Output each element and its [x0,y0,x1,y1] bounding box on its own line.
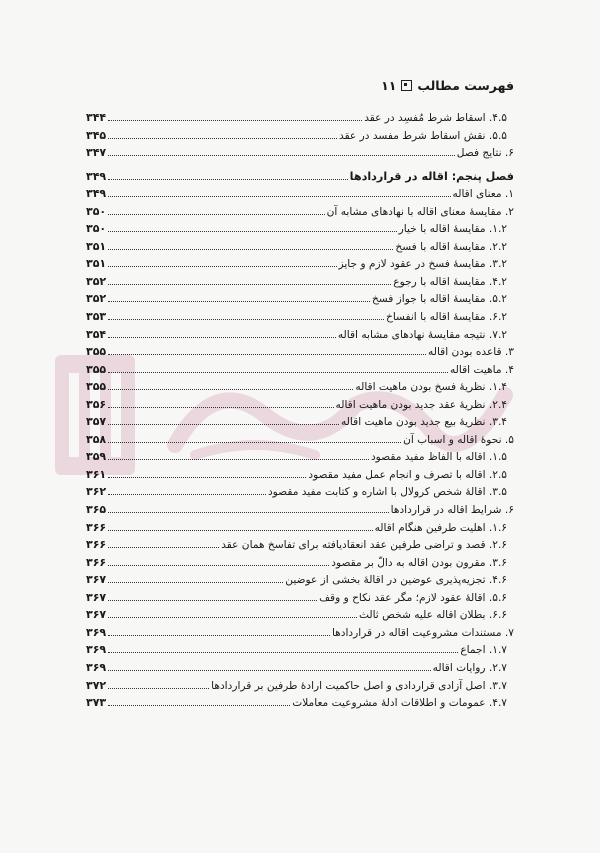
dot-leader [108,284,391,285]
toc-entry [86,202,514,220]
toc-entry-title: ۵.۶. اقالهٔ عقود لازم؛ مگر عقد نکاح و وقف [319,591,507,604]
toc-entry-page: ۳۴۹ [86,187,107,201]
toc-entry [86,482,514,500]
dot-leader [108,389,353,390]
dot-leader [108,442,401,443]
toc-entry-title: ۲.۵. اقاله با تصرف و انجام عمل مفید مقصود [308,468,507,481]
dot-leader [108,652,458,653]
toc-entry-page: ۳۶۶ [86,538,107,552]
toc-entry-page: ۳۷۳ [86,696,107,710]
toc-entry [86,325,514,343]
toc-entry [86,640,514,658]
toc-entry-page: ۳۵۲ [86,292,107,306]
toc-entry-page: ۳۴۴ [86,111,107,124]
toc-entry-title: ۲.۷. روایات اقاله [432,661,507,674]
toc-entry [86,219,514,237]
toc-entry [86,623,514,641]
toc-entry-page: ۳۶۹ [86,643,107,657]
dot-leader [108,600,317,601]
toc-entry-page: ۳۵۲ [86,274,107,288]
toc-entry-page: ۳۵۷ [86,415,107,429]
toc-entry [86,535,514,553]
dot-leader [108,120,362,121]
toc-entry-title: ۶.۶. بطلان اقاله علیه شخص ثالث [358,609,507,622]
dot-leader [108,477,306,478]
toc-entry-page: ۳۵۶ [86,397,107,411]
toc-entry [86,553,514,571]
dot-leader [108,688,209,689]
toc-chapter-heading [86,167,514,185]
header-page-number: ۱۱ [381,78,397,93]
dot-leader [108,196,450,197]
toc-entry-title: ۱.۲. مقایسهٔ اقاله با خیار [398,223,507,236]
toc-entry-title: ۳.۵. اقالهٔ شخص کرولال با اشاره و کتابت مفید مقصود [267,486,507,499]
toc-entry [86,289,514,307]
toc-entry [86,307,514,325]
toc-entry-title: ۷. مستندات مشروعیت اقاله در قراردادها [331,626,514,639]
toc-entry [86,377,514,395]
table-of-contents [86,108,514,711]
toc-entry-page: ۳۵۱ [86,257,107,271]
toc-entry-page: ۳۵۵ [86,362,107,376]
toc-entry [86,500,514,518]
dot-leader [108,249,393,250]
toc-entry [86,342,514,360]
toc-entry [86,465,514,483]
toc-entry [86,126,514,144]
toc-entry-title: ۳.۴. نظریهٔ بیع جدید بودن ماهیت اقاله [341,416,507,429]
toc-entry-title: ۲.۶. قصد و تراضی طرفین عقد انعقادیافته برای تفاسخ همان عقد [221,539,507,552]
toc-entry-page: ۳۶۷ [86,608,107,622]
toc-entry [86,254,514,272]
toc-entry [86,143,514,161]
toc-entry [86,108,514,126]
toc-entry-page: ۳۵۳ [86,310,107,324]
toc-entry-page: ۳۶۹ [86,660,107,674]
toc-entry-title: ۷.۲. نتیجه مقایسهٔ نهادهای مشابه اقاله [337,328,507,341]
toc-entry [86,360,514,378]
toc-entry [86,570,514,588]
dot-leader [108,301,370,302]
toc-entry-page: ۳۵۰ [86,204,107,218]
toc-entry-title: ۳.۷. اصل آزادی قراردادی و اصل حاکمیت ارادهٔ طرفین بر قراردادها [211,679,507,692]
dot-leader [108,179,347,180]
dot-leader [108,705,290,706]
dot-leader [108,214,324,215]
toc-entry-title: ۶.۲. مقایسهٔ اقاله با انفساخ [385,311,507,324]
dot-leader [108,319,384,320]
toc-entry-title: ۴. ماهیت اقاله [449,363,514,376]
toc-entry-title: ۵.۵. نقش اسقاط شرط مفسد در عقد [339,129,507,142]
toc-entry-page: ۳۶۱ [86,467,107,481]
dot-leader [108,530,372,531]
toc-entry [86,184,514,202]
dot-leader [108,565,329,566]
dot-leader [108,138,337,139]
toc-entry-page: ۳۶۲ [86,485,107,499]
header-title: فهرست مطالب [417,78,514,93]
toc-entry-title: فصل پنجم: اقاله در قراردادها [349,169,514,183]
toc-entry-page: ۳۵۵ [86,380,107,394]
toc-entry [86,658,514,676]
dot-leader [108,459,369,460]
toc-entry-page: ۳۶۷ [86,573,107,587]
toc-entry-title: ۶. نتایج فصل [456,147,514,160]
dot-leader [108,547,219,548]
toc-entry-title: ۱.۶. اهلیت طرفین هنگام اقاله [374,521,507,534]
toc-entry-title: ۴.۷. عمومات و اطلاقات ادلهٔ مشروعیت معاملات [292,697,507,710]
dot-leader [108,582,283,583]
dot-leader [108,266,336,267]
toc-entry-page: ۳۴۹ [86,169,107,183]
toc-entry-title: ۴.۵. اسقاط شرط مُفسِد در عقد [364,112,507,124]
dot-leader [108,155,455,156]
toc-entry [86,395,514,413]
dot-leader [108,407,333,408]
toc-entry-page: ۳۶۷ [86,590,107,604]
toc-entry-title: ۱. معنای اقاله [452,188,514,201]
toc-entry-title: ۲.۴. نظریهٔ عقد جدید بودن ماهیت اقاله [335,398,507,411]
toc-entry [86,605,514,623]
toc-entry-page: ۳۵۹ [86,450,107,464]
toc-entry [86,272,514,290]
toc-entry-page: ۳۶۹ [86,625,107,639]
toc-entry-page: ۳۷۲ [86,678,107,692]
toc-entry-title: ۳.۲. مقایسهٔ فسخ در عقود لازم و جایز [338,258,507,271]
dot-leader [108,354,426,355]
toc-entry-title: ۳.۶. مقرون بودن اقاله به دالّ بر مقصود [331,556,507,569]
toc-entry-title: ۳. قاعده بودن اقاله [428,346,514,359]
toc-entry-page: ۳۵۰ [86,222,107,236]
dot-leader [108,424,339,425]
running-header [381,78,514,93]
toc-entry [86,412,514,430]
toc-entry-title: ۲.۲. مقایسهٔ اقاله با فسخ [395,240,507,253]
toc-entry-title: ۱.۴. نظریهٔ فسخ بودن ماهیت اقاله [355,381,507,394]
toc-entry-title: ۱.۷. اجماع [460,644,507,657]
toc-entry [86,447,514,465]
dot-leader [108,670,431,671]
dot-leader [108,635,330,636]
dot-leader [108,231,397,232]
dot-leader [108,512,388,513]
toc-entry [86,518,514,536]
dot-leader [108,372,448,373]
toc-entry-page: ۳۶۵ [86,503,107,517]
dot-leader [108,337,336,338]
toc-entry-title: ۶. شرایط اقاله در قراردادها [390,504,514,517]
square-ornament-icon [401,80,412,91]
toc-entry-title: ۴.۲. مقایسهٔ اقاله با رجوع [393,275,507,288]
toc-entry-title: ۱.۵. اقاله با الفاظ مفید مقصود [370,451,507,464]
toc-entry-title: ۵.۲. مقایسهٔ اقاله با جواز فسخ [371,293,507,306]
toc-entry-page: ۳۵۸ [86,432,107,446]
toc-entry-title: ۴.۶. تجزیه‌پذیری عوضین در اقالهٔ بخشی از عوضین [285,574,507,587]
toc-entry-title: ۲. مقایسهٔ معنای اقاله با نهادهای مشابه آن [326,205,514,218]
toc-entry-title: ۵. نحوهٔ اقاله و اسباب آن [403,433,514,446]
toc-entry [86,676,514,694]
toc-entry-page: ۳۴۵ [86,128,107,142]
toc-entry-page: ۳۴۷ [86,146,107,160]
toc-entry [86,588,514,606]
toc-entry-page: ۳۵۱ [86,239,107,253]
toc-entry-page: ۳۵۴ [86,327,107,341]
dot-leader [108,494,266,495]
dot-leader [108,617,357,618]
toc-entry-page: ۳۶۶ [86,555,107,569]
toc-entry-page: ۳۵۵ [86,345,107,359]
toc-entry [86,693,514,711]
toc-entry [86,237,514,255]
toc-entry-page: ۳۶۶ [86,520,107,534]
toc-entry [86,430,514,448]
